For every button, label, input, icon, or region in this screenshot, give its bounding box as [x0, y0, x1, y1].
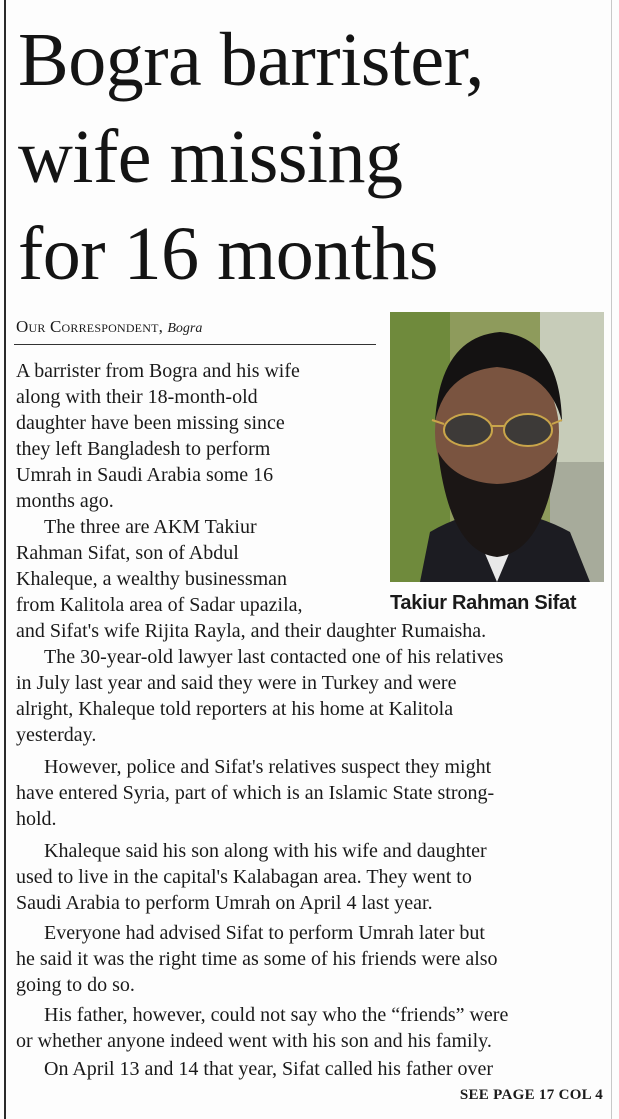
body-line: Umrah in Saudi Arabia some 16	[16, 464, 274, 486]
byline-rule	[14, 344, 376, 345]
body-line: Rahman Sifat, son of Abdul	[16, 542, 239, 564]
body-line: or whether anyone indeed went with his son and his family.	[16, 1030, 492, 1052]
body-line: used to live in the capital's Kalabagan area. They went to	[16, 866, 472, 888]
body-line: The 30-year-old lawyer last contacted one of his relatives	[44, 646, 504, 668]
body-line: along with their 18-month-old	[16, 386, 258, 408]
continuation-jump: SEE PAGE 17 COL 4	[459, 1087, 603, 1103]
byline-location: Bogra	[167, 321, 203, 336]
body-line: His father, however, could not say who the “friends” were	[44, 1004, 509, 1026]
body-line: months ago.	[16, 490, 114, 512]
body-line: in July last year and said they were in Turkey and were	[16, 672, 457, 694]
body-line: Saudi Arabia to perform Umrah on April 4 last year.	[16, 892, 433, 914]
body-line: they left Bangladesh to perform	[16, 438, 271, 460]
body-line: Khaleque said his son along with his wife and daughter	[44, 840, 487, 862]
portrait-illustration	[390, 312, 604, 582]
body-line: alright, Khaleque told reporters at his home at Kalitola	[16, 698, 454, 720]
body-line: On April 13 and 14 that year, Sifat called his father over	[44, 1058, 494, 1080]
body-line: A barrister from Bogra and his wife	[16, 360, 300, 382]
column-rule-left	[4, 0, 6, 1119]
column-rule-right	[611, 0, 612, 1119]
body-line: have entered Syria, part of which is an Islamic State strong-	[16, 782, 495, 804]
body-line: The three are AKM Takiur	[44, 516, 257, 538]
headline	[18, 12, 608, 303]
body-line: hold.	[16, 808, 57, 830]
body-line: from Kalitola area of Sadar upazila,	[16, 594, 303, 616]
byline	[16, 316, 202, 340]
body-line: he said it was the right time as some of his friends were also	[16, 948, 498, 970]
headline-line: for 16 months	[18, 212, 438, 296]
body-line: and Sifat's wife Rijita Rayla, and their daughter Rumaisha.	[16, 620, 487, 642]
headline-line: wife missing	[18, 115, 403, 199]
body-line: Khaleque, a wealthy businessman	[16, 568, 288, 590]
portrait-photo	[390, 312, 604, 582]
body-line: Everyone had advised Sifat to perform Umrah later but	[44, 922, 485, 944]
body-line: yesterday.	[16, 724, 97, 746]
byline-correspondent: Our Correspondent,	[16, 317, 164, 336]
body-line: going to do so.	[16, 974, 135, 996]
body-line: daughter have been missing since	[16, 412, 285, 434]
body-line: However, police and Sifat's relatives suspect they might	[44, 756, 492, 778]
photo-caption: Takiur Rahman Sifat	[390, 592, 577, 614]
headline-line: Bogra barrister,	[18, 18, 484, 102]
